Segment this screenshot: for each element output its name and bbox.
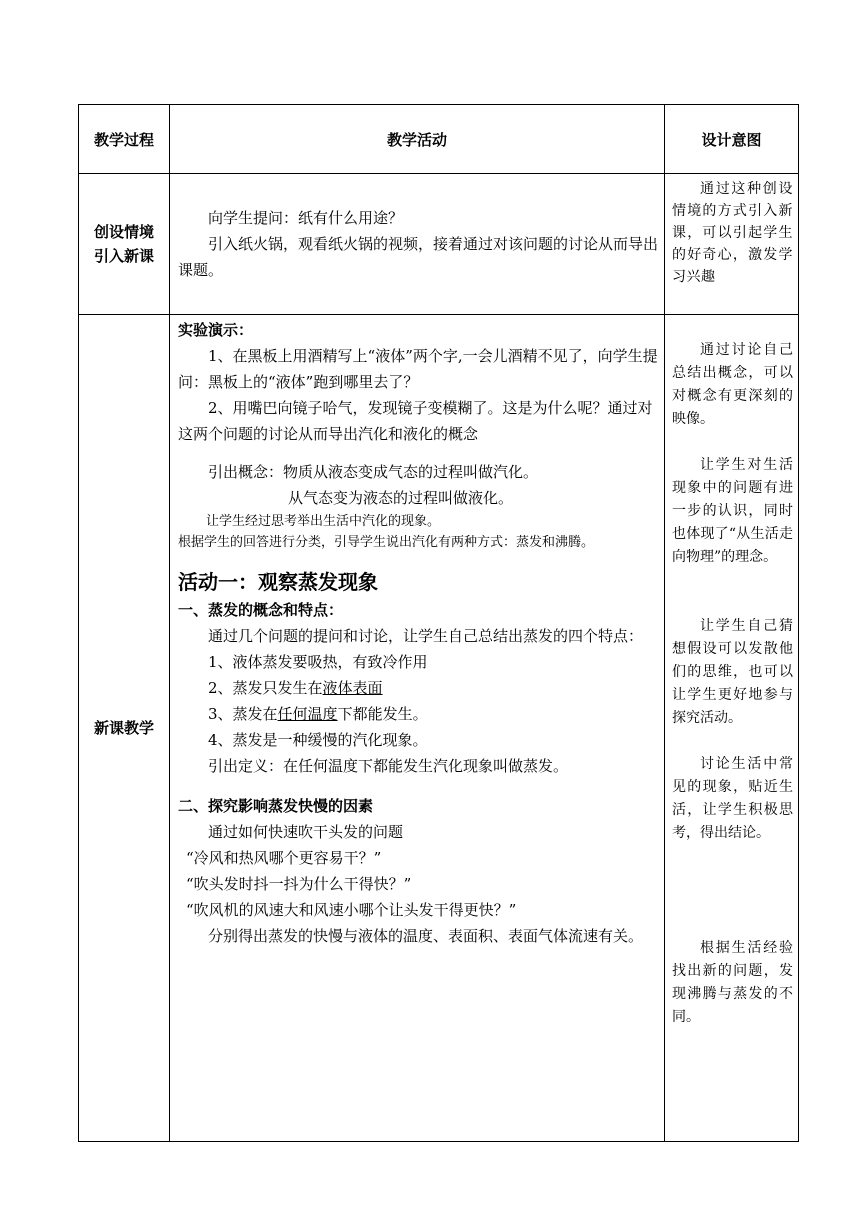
- header-intent: 设计意图: [665, 105, 799, 174]
- demo-title: 实验演示：: [178, 321, 254, 339]
- feature-underlined-text: 任何温度: [277, 705, 338, 723]
- concept-line: 引出概念：物质从液态变成气态的过程叫做汽化。: [208, 463, 539, 481]
- table-row: [79, 174, 799, 315]
- section-intro: 通过如何快速吹干头发的问题: [208, 823, 404, 841]
- feature-underlined-text: 液体表面: [322, 679, 383, 697]
- activity-one-title: 活动一：观察蒸发现象: [178, 570, 378, 594]
- row-label-line: 引入新课: [93, 247, 154, 265]
- activity-paragraph: 引入纸火锅，观看纸火锅的视频，接着通过对该问题的讨论从而导出课题。: [178, 235, 659, 279]
- feature-item: [178, 675, 658, 701]
- row-label-intro: [79, 174, 170, 315]
- intent-paragraph: 让学生自己猜想假设可以发散他们的思维，也可以让学生更好地参与探究活动。: [672, 618, 793, 726]
- intent-paragraph: 根据生活经验找出新的问题，发现沸腾与蒸发的不同。: [672, 940, 793, 1025]
- question-line: “吹头发时抖一抖为什么干得快？”: [186, 875, 412, 893]
- intent-cell-new-lesson: [665, 315, 799, 1142]
- intent-paragraph: 讨论生活中常见的现象，贴近生活，让学生积极思考，得出结论。: [672, 756, 793, 841]
- think-note: 让学生经过思考举出生活中汽化的现象。: [206, 514, 441, 529]
- section-intro: 通过几个问题的提问和讨论，让学生自己总结出蒸发的四个特点：: [208, 627, 644, 645]
- activity-cell-intro: [170, 174, 665, 315]
- classify-note: 根据学生的回答进行分类，引导学生说出汽化有两种方式：蒸发和沸腾。: [178, 535, 595, 550]
- feature-item: 1、液体蒸发要吸热，有致冷作用: [208, 653, 428, 671]
- section-title: 二、探究影响蒸发快慢的因素: [178, 797, 374, 815]
- question-line: “吹风机的风速大和风速小哪个让头发干得更快？”: [186, 901, 517, 919]
- header-activity: 教学活动: [170, 105, 665, 174]
- row-label-line: 创设情境: [93, 223, 154, 241]
- intent-paragraph: 通过讨论自己总结出概念，可以对概念有更深刻的映像。: [672, 342, 793, 427]
- feature-text: 2、蒸发只发生在: [208, 679, 323, 697]
- table-row: [79, 315, 799, 1142]
- section-title: 一、蒸发的概念和特点：: [178, 601, 344, 619]
- concept-line: 从气态变为液态的过程叫做液化。: [288, 489, 514, 507]
- intent-cell-intro: [665, 174, 799, 315]
- demo-item: 2、用嘴巴向镜子哈气，发现镜子变模糊了。这是为什么呢？通过对这两个问题的讨论从而导出汽化和液化的概念: [178, 399, 653, 443]
- row-label-new-lesson: 新课教学: [79, 315, 170, 1142]
- activity-paragraph: 向学生提问：纸有什么用途？: [208, 209, 404, 227]
- feature-item: [178, 701, 658, 727]
- intent-paragraph: 通过这种创设情境的方式引入新课，可以引起学生的好奇心，激发学习兴趣: [672, 181, 793, 285]
- activity-cell-new-lesson: [170, 315, 665, 1142]
- demo-item: 1、在黑板上用酒精写上“液体”两个字,一会儿酒精不见了，向学生提问：黑板上的“液体”跑到哪里去了？: [178, 347, 658, 391]
- feature-text: 下都能发生。: [337, 705, 428, 723]
- lesson-plan-table: [78, 104, 799, 1142]
- conclusion-line: 分别得出蒸发的快慢与液体的温度、表面积、表面气体流速有关。: [208, 927, 644, 945]
- question-line: “冷风和热风哪个更容易干？”: [186, 849, 382, 867]
- intent-paragraph: 让学生对生活现象中的问题有进一步的认识，同时也体现了“从生活走向物理”的理念。: [672, 457, 793, 565]
- table-header-row: [79, 105, 799, 174]
- header-process: 教学过程: [79, 105, 170, 174]
- feature-item: 4、蒸发是一种缓慢的汽化现象。: [208, 731, 428, 749]
- definition-line: 引出定义：在任何温度下都能发生汽化现象叫做蒸发。: [208, 757, 569, 775]
- feature-text: 3、蒸发在: [208, 705, 278, 723]
